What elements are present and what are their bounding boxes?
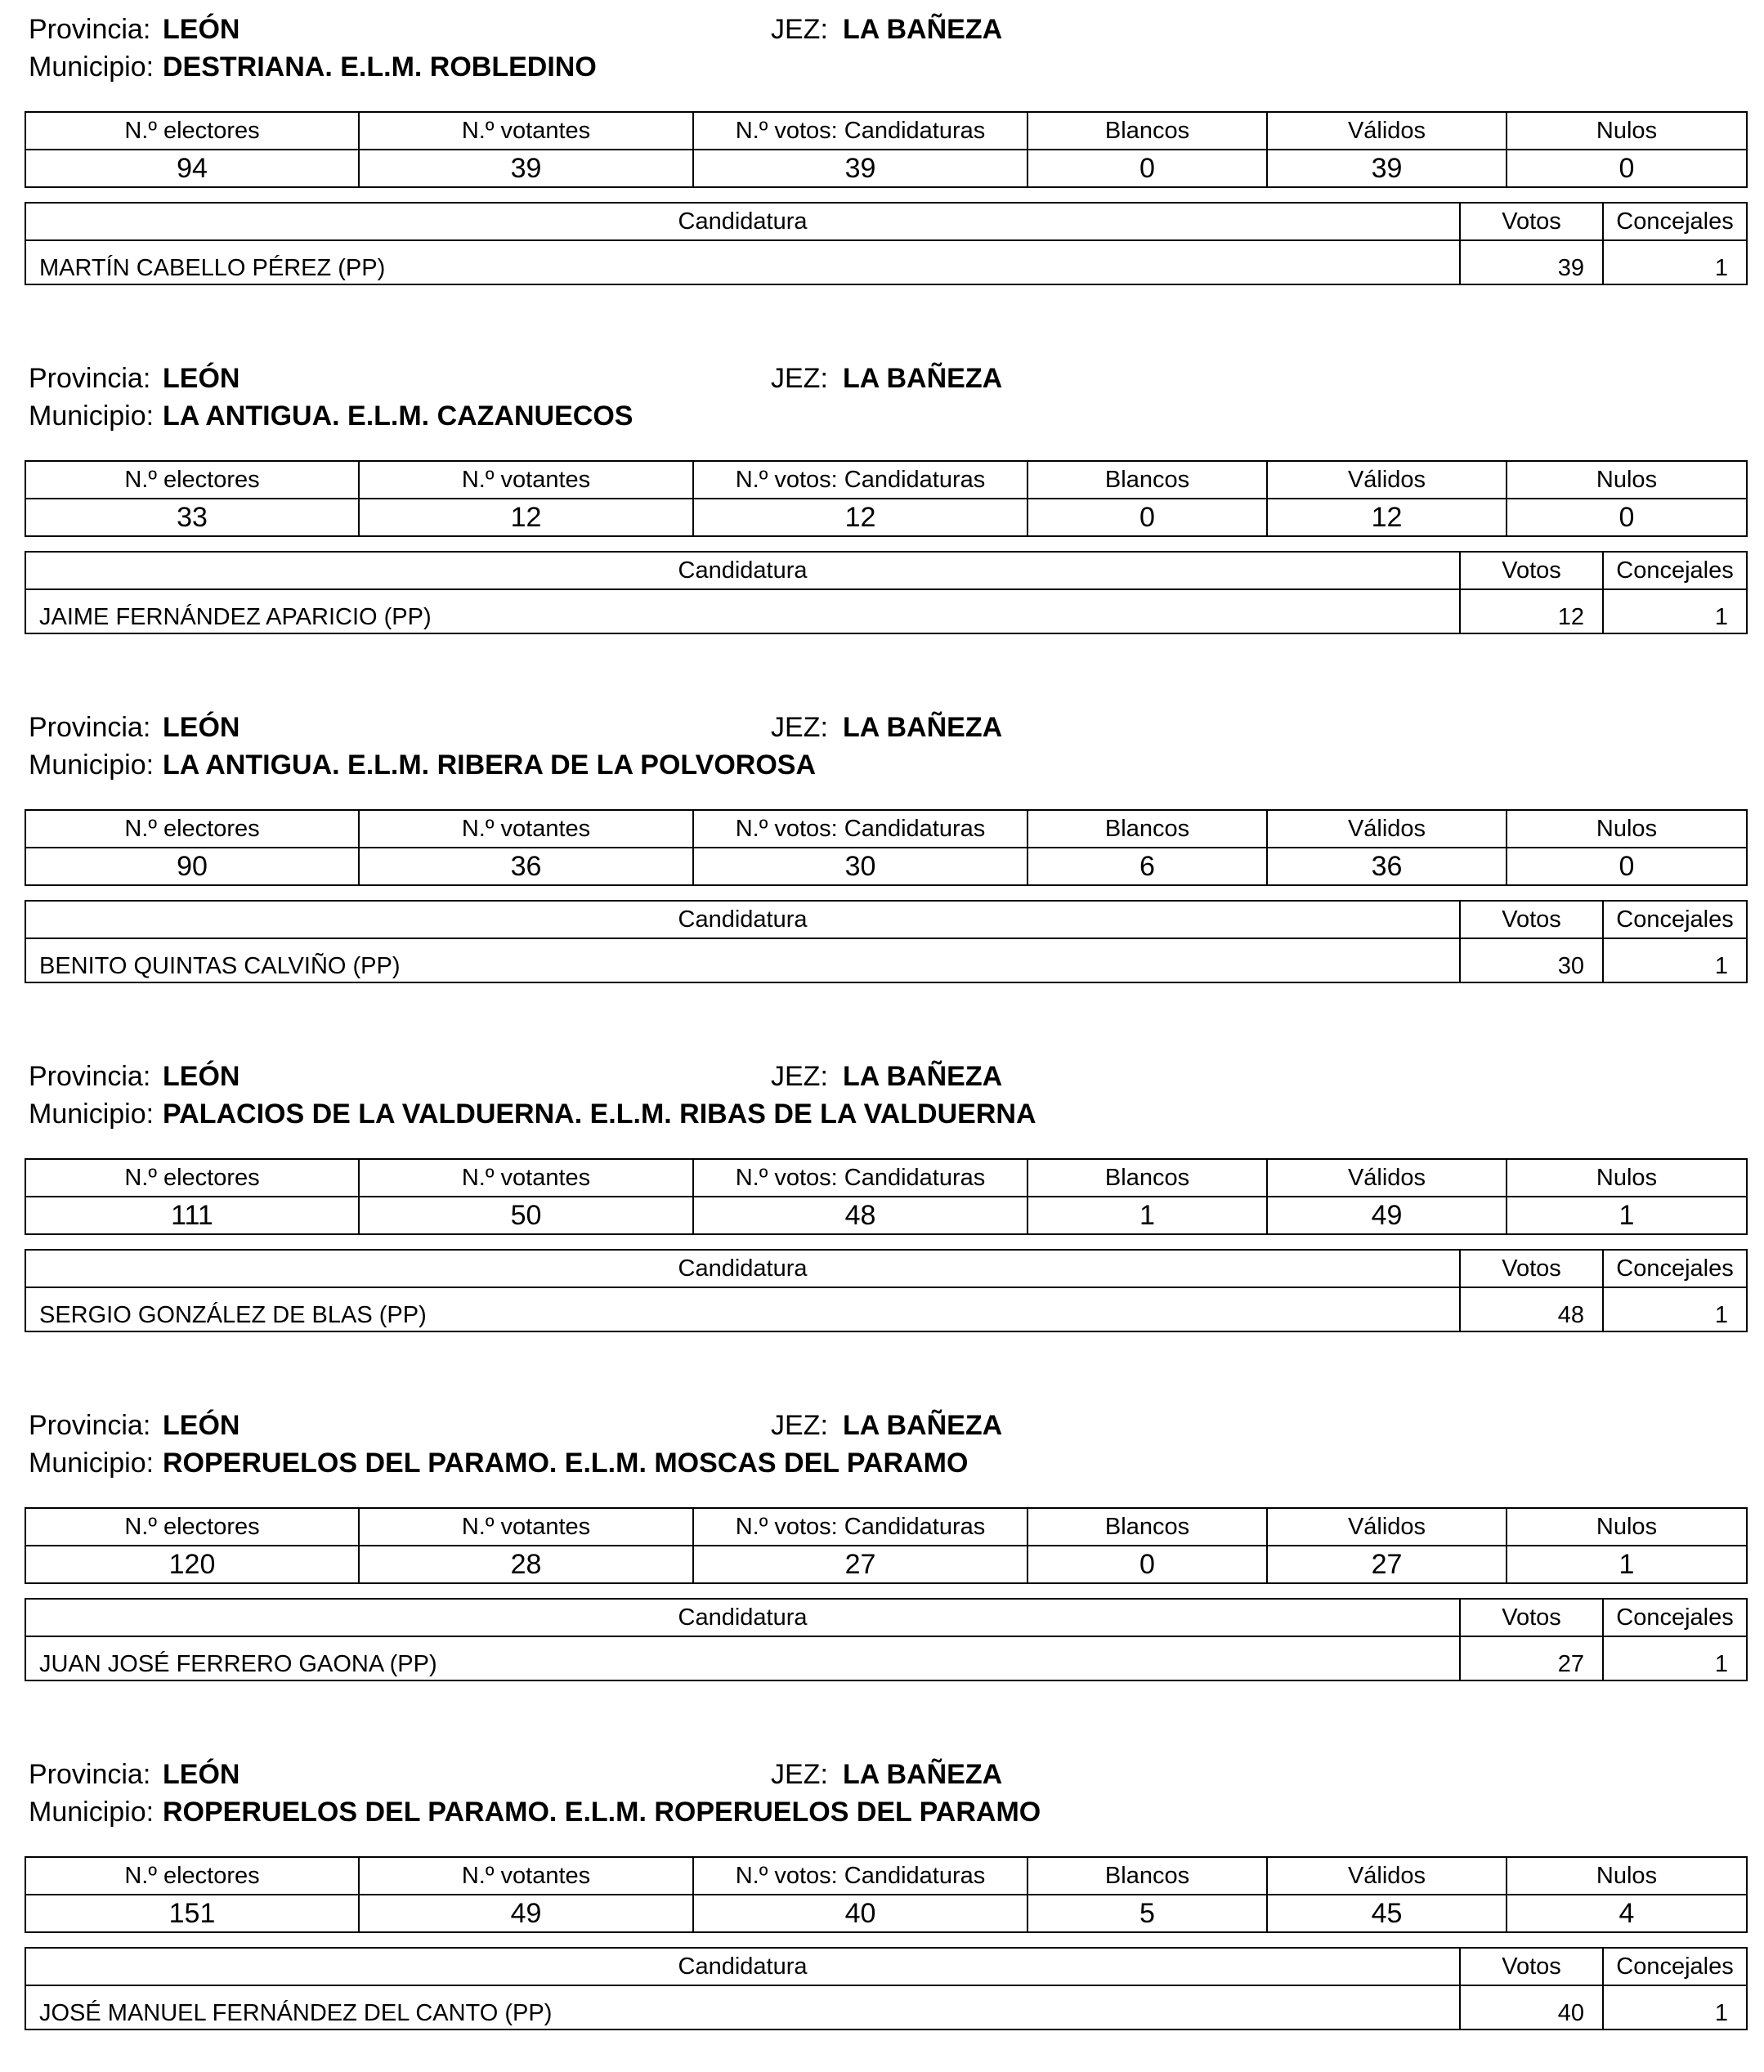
provincia-value: LEÓN: [163, 1759, 240, 1790]
summary-header-row: [25, 1857, 1747, 1895]
municipio-label: Municipio:: [29, 1797, 154, 1828]
concejales-header: Concejales: [1603, 1250, 1747, 1287]
validos-value: 45: [1267, 1895, 1507, 1932]
municipio-label: Municipio:: [29, 1099, 154, 1130]
jez-line: [771, 1060, 1003, 1093]
candidature-table: [25, 1598, 1748, 1681]
votos-header: Votos: [1460, 552, 1603, 589]
results-summary-table: [25, 809, 1748, 886]
votos-candidaturas-header: N.º votos: Candidaturas: [693, 1159, 1028, 1197]
votantes-value: 49: [359, 1895, 693, 1932]
candidature-table: [25, 551, 1748, 634]
blancos-value: 0: [1028, 1546, 1267, 1583]
candidature-header-row: [25, 1599, 1747, 1636]
concejales-header: Concejales: [1603, 901, 1747, 938]
jez-line: [771, 1758, 1003, 1791]
blancos-header: Blancos: [1028, 1159, 1267, 1197]
candidatura-header: Candidatura: [25, 1599, 1460, 1636]
provincia-value: LEÓN: [163, 712, 240, 743]
nulos-header: Nulos: [1507, 810, 1747, 848]
municipio-value: LA ANTIGUA. E.L.M. RIBERA DE LA POLVOROSA: [163, 750, 816, 781]
electores-value: 151: [25, 1895, 359, 1932]
municipio-value: ROPERUELOS DEL PARAMO. E.L.M. ROPERUELOS DEL PARAMO: [163, 1797, 1041, 1828]
summary-header-row: [25, 461, 1747, 499]
votantes-header: N.º votantes: [359, 1159, 693, 1197]
electores-header: N.º electores: [25, 1508, 359, 1546]
votantes-value: 12: [359, 499, 693, 536]
candidatura-concejales: 1: [1603, 589, 1747, 633]
nulos-header: Nulos: [1507, 1508, 1747, 1546]
votantes-value: 50: [359, 1197, 693, 1234]
candidatura-concejales: 1: [1603, 1985, 1747, 2029]
candidature-table: [25, 900, 1748, 983]
results-summary-table: [25, 111, 1748, 188]
votos-header: Votos: [1460, 1250, 1603, 1287]
summary-header-row: [25, 112, 1747, 150]
candidatura-votos: 40: [1460, 1985, 1603, 2029]
municipio-label: Municipio:: [29, 51, 154, 83]
jez-line: [771, 362, 1003, 395]
votos-candidaturas-value: 12: [693, 499, 1028, 536]
municipio-line: [29, 1796, 1041, 1828]
summary-header-row: [25, 1159, 1747, 1197]
blancos-value: 6: [1028, 848, 1267, 885]
provincia-label: Provincia:: [29, 712, 151, 743]
candidatura-votos: 27: [1460, 1636, 1603, 1680]
votos-candidaturas-value: 30: [693, 848, 1028, 885]
municipio-value: LA ANTIGUA. E.L.M. CAZANUECOS: [163, 401, 634, 432]
electores-value: 120: [25, 1546, 359, 1583]
provincia-value: LEÓN: [163, 1410, 240, 1441]
jez-value: LA BAÑEZA: [843, 1410, 1003, 1441]
municipality-block: [0, 349, 1764, 676]
jez-value: LA BAÑEZA: [843, 1061, 1003, 1092]
table-row: [25, 240, 1747, 284]
candidatura-concejales: 1: [1603, 938, 1747, 982]
votos-candidaturas-value: 40: [693, 1895, 1028, 1932]
candidatura-name: SERGIO GONZÁLEZ DE BLAS (PP): [25, 1287, 1460, 1331]
votos-candidaturas-value: 48: [693, 1197, 1028, 1234]
jez-value: LA BAÑEZA: [843, 712, 1003, 743]
municipio-value: PALACIOS DE LA VALDUERNA. E.L.M. RIBAS DE LA VALDUERNA: [163, 1099, 1036, 1130]
candidatura-header: Candidatura: [25, 901, 1460, 938]
table-row: [25, 1287, 1747, 1331]
summary-value-row: [25, 1895, 1747, 1932]
municipality-block: [0, 698, 1764, 1025]
provincia-value: LEÓN: [163, 363, 240, 394]
votos-header: Votos: [1460, 901, 1603, 938]
provincia-line: [29, 362, 240, 395]
provincia-label: Provincia:: [29, 1061, 151, 1092]
votantes-header: N.º votantes: [359, 810, 693, 848]
table-row: [25, 1985, 1747, 2029]
candidatura-name: JAIME FERNÁNDEZ APARICIO (PP): [25, 589, 1460, 633]
candidature-table: [25, 1249, 1748, 1332]
concejales-header: Concejales: [1603, 1599, 1747, 1636]
votos-candidaturas-header: N.º votos: Candidaturas: [693, 810, 1028, 848]
validos-header: Válidos: [1267, 112, 1507, 150]
nulos-header: Nulos: [1507, 461, 1747, 499]
votantes-header: N.º votantes: [359, 1508, 693, 1546]
blancos-value: 5: [1028, 1895, 1267, 1932]
votantes-value: 28: [359, 1546, 693, 1583]
jez-value: LA BAÑEZA: [843, 363, 1003, 394]
table-row: [25, 1636, 1747, 1680]
provincia-value: LEÓN: [163, 1061, 240, 1092]
jez-label: JEZ:: [771, 14, 828, 45]
validos-value: 39: [1267, 150, 1507, 187]
jez-line: [771, 13, 1003, 46]
votantes-header: N.º votantes: [359, 461, 693, 499]
validos-value: 36: [1267, 848, 1507, 885]
summary-header-row: [25, 1508, 1747, 1546]
municipio-line: [29, 1447, 969, 1479]
candidatura-name: JUAN JOSÉ FERRERO GAONA (PP): [25, 1636, 1460, 1680]
electores-value: 33: [25, 499, 359, 536]
electores-value: 111: [25, 1197, 359, 1234]
votos-candidaturas-value: 39: [693, 150, 1028, 187]
votos-candidaturas-header: N.º votos: Candidaturas: [693, 1508, 1028, 1546]
electores-header: N.º electores: [25, 810, 359, 848]
municipio-label: Municipio:: [29, 401, 154, 432]
electores-header: N.º electores: [25, 461, 359, 499]
table-row: [25, 938, 1747, 982]
concejales-header: Concejales: [1603, 1948, 1747, 1985]
table-row: [25, 589, 1747, 633]
blancos-header: Blancos: [1028, 1508, 1267, 1546]
votos-candidaturas-header: N.º votos: Candidaturas: [693, 461, 1028, 499]
electores-header: N.º electores: [25, 112, 359, 150]
municipio-line: [29, 51, 597, 83]
municipality-block: [0, 1745, 1764, 2072]
summary-value-row: [25, 499, 1747, 536]
blancos-value: 0: [1028, 150, 1267, 187]
candidatura-votos: 48: [1460, 1287, 1603, 1331]
results-summary-table: [25, 1507, 1748, 1584]
validos-value: 12: [1267, 499, 1507, 536]
provincia-line: [29, 711, 240, 744]
municipio-value: ROPERUELOS DEL PARAMO. E.L.M. MOSCAS DEL PARAMO: [163, 1448, 969, 1479]
electores-header: N.º electores: [25, 1159, 359, 1197]
municipio-label: Municipio:: [29, 750, 154, 781]
votos-header: Votos: [1460, 203, 1603, 240]
votantes-header: N.º votantes: [359, 112, 693, 150]
municipio-line: [29, 1098, 1036, 1130]
nulos-header: Nulos: [1507, 1159, 1747, 1197]
provincia-label: Provincia:: [29, 14, 151, 45]
nulos-header: Nulos: [1507, 112, 1747, 150]
jez-line: [771, 711, 1003, 744]
candidatura-name: BENITO QUINTAS CALVIÑO (PP): [25, 938, 1460, 982]
electores-value: 94: [25, 150, 359, 187]
results-summary-table: [25, 460, 1748, 537]
municipality-block: [0, 1396, 1764, 1723]
candidatura-header: Candidatura: [25, 1250, 1460, 1287]
candidature-header-row: [25, 1948, 1747, 1985]
votos-candidaturas-header: N.º votos: Candidaturas: [693, 1857, 1028, 1895]
blancos-header: Blancos: [1028, 810, 1267, 848]
summary-header-row: [25, 810, 1747, 848]
electores-header: N.º electores: [25, 1857, 359, 1895]
provincia-value: LEÓN: [163, 14, 240, 45]
votantes-value: 36: [359, 848, 693, 885]
validos-header: Válidos: [1267, 1508, 1507, 1546]
provincia-line: [29, 1758, 240, 1791]
candidatura-header: Candidatura: [25, 552, 1460, 589]
provincia-line: [29, 1409, 240, 1442]
candidature-header-row: [25, 203, 1747, 240]
votos-candidaturas-value: 27: [693, 1546, 1028, 1583]
votantes-value: 39: [359, 150, 693, 187]
summary-value-row: [25, 150, 1747, 187]
validos-header: Válidos: [1267, 810, 1507, 848]
municipio-value: DESTRIANA. E.L.M. ROBLEDINO: [163, 51, 597, 83]
provincia-line: [29, 1060, 240, 1093]
candidatura-votos: 12: [1460, 589, 1603, 633]
results-summary-table: [25, 1856, 1748, 1933]
nulos-value: 0: [1507, 150, 1747, 187]
nulos-value: 1: [1507, 1546, 1747, 1583]
concejales-header: Concejales: [1603, 552, 1747, 589]
votos-candidaturas-header: N.º votos: Candidaturas: [693, 112, 1028, 150]
jez-label: JEZ:: [771, 712, 828, 743]
jez-label: JEZ:: [771, 1410, 828, 1441]
candidatura-name: MARTÍN CABELLO PÉREZ (PP): [25, 240, 1460, 284]
candidature-header-row: [25, 1250, 1747, 1287]
summary-value-row: [25, 1197, 1747, 1234]
results-summary-table: [25, 1158, 1748, 1235]
candidatura-name: JOSÉ MANUEL FERNÁNDEZ DEL CANTO (PP): [25, 1985, 1460, 2029]
candidatura-header: Candidatura: [25, 1948, 1460, 1985]
candidature-table: [25, 1947, 1748, 2030]
electores-value: 90: [25, 848, 359, 885]
provincia-label: Provincia:: [29, 363, 151, 394]
nulos-value: 0: [1507, 499, 1747, 536]
blancos-header: Blancos: [1028, 461, 1267, 499]
summary-value-row: [25, 1546, 1747, 1583]
jez-line: [771, 1409, 1003, 1442]
provincia-line: [29, 13, 240, 46]
validos-value: 27: [1267, 1546, 1507, 1583]
concejales-header: Concejales: [1603, 203, 1747, 240]
municipality-block: [0, 1047, 1764, 1374]
municipio-line: [29, 400, 634, 432]
votantes-header: N.º votantes: [359, 1857, 693, 1895]
municipio-line: [29, 749, 816, 781]
candidatura-votos: 30: [1460, 938, 1603, 982]
candidatura-concejales: 1: [1603, 240, 1747, 284]
municipio-label: Municipio:: [29, 1448, 154, 1479]
validos-header: Válidos: [1267, 1857, 1507, 1895]
votos-header: Votos: [1460, 1599, 1603, 1636]
blancos-header: Blancos: [1028, 112, 1267, 150]
nulos-header: Nulos: [1507, 1857, 1747, 1895]
jez-value: LA BAÑEZA: [843, 1759, 1003, 1790]
blancos-header: Blancos: [1028, 1857, 1267, 1895]
candidature-table: [25, 202, 1748, 285]
candidature-header-row: [25, 901, 1747, 938]
municipality-block: [0, 0, 1764, 327]
validos-header: Válidos: [1267, 461, 1507, 499]
candidatura-concejales: 1: [1603, 1287, 1747, 1331]
blancos-value: 1: [1028, 1197, 1267, 1234]
nulos-value: 0: [1507, 848, 1747, 885]
candidatura-concejales: 1: [1603, 1636, 1747, 1680]
provincia-label: Provincia:: [29, 1759, 151, 1790]
jez-value: LA BAÑEZA: [843, 14, 1003, 45]
provincia-label: Provincia:: [29, 1410, 151, 1441]
blancos-value: 0: [1028, 499, 1267, 536]
jez-label: JEZ:: [771, 363, 828, 394]
summary-value-row: [25, 848, 1747, 885]
nulos-value: 1: [1507, 1197, 1747, 1234]
jez-label: JEZ:: [771, 1759, 828, 1790]
votos-header: Votos: [1460, 1948, 1603, 1985]
candidatura-header: Candidatura: [25, 203, 1460, 240]
candidature-header-row: [25, 552, 1747, 589]
nulos-value: 4: [1507, 1895, 1747, 1932]
validos-value: 49: [1267, 1197, 1507, 1234]
jez-label: JEZ:: [771, 1061, 828, 1092]
validos-header: Válidos: [1267, 1159, 1507, 1197]
candidatura-votos: 39: [1460, 240, 1603, 284]
